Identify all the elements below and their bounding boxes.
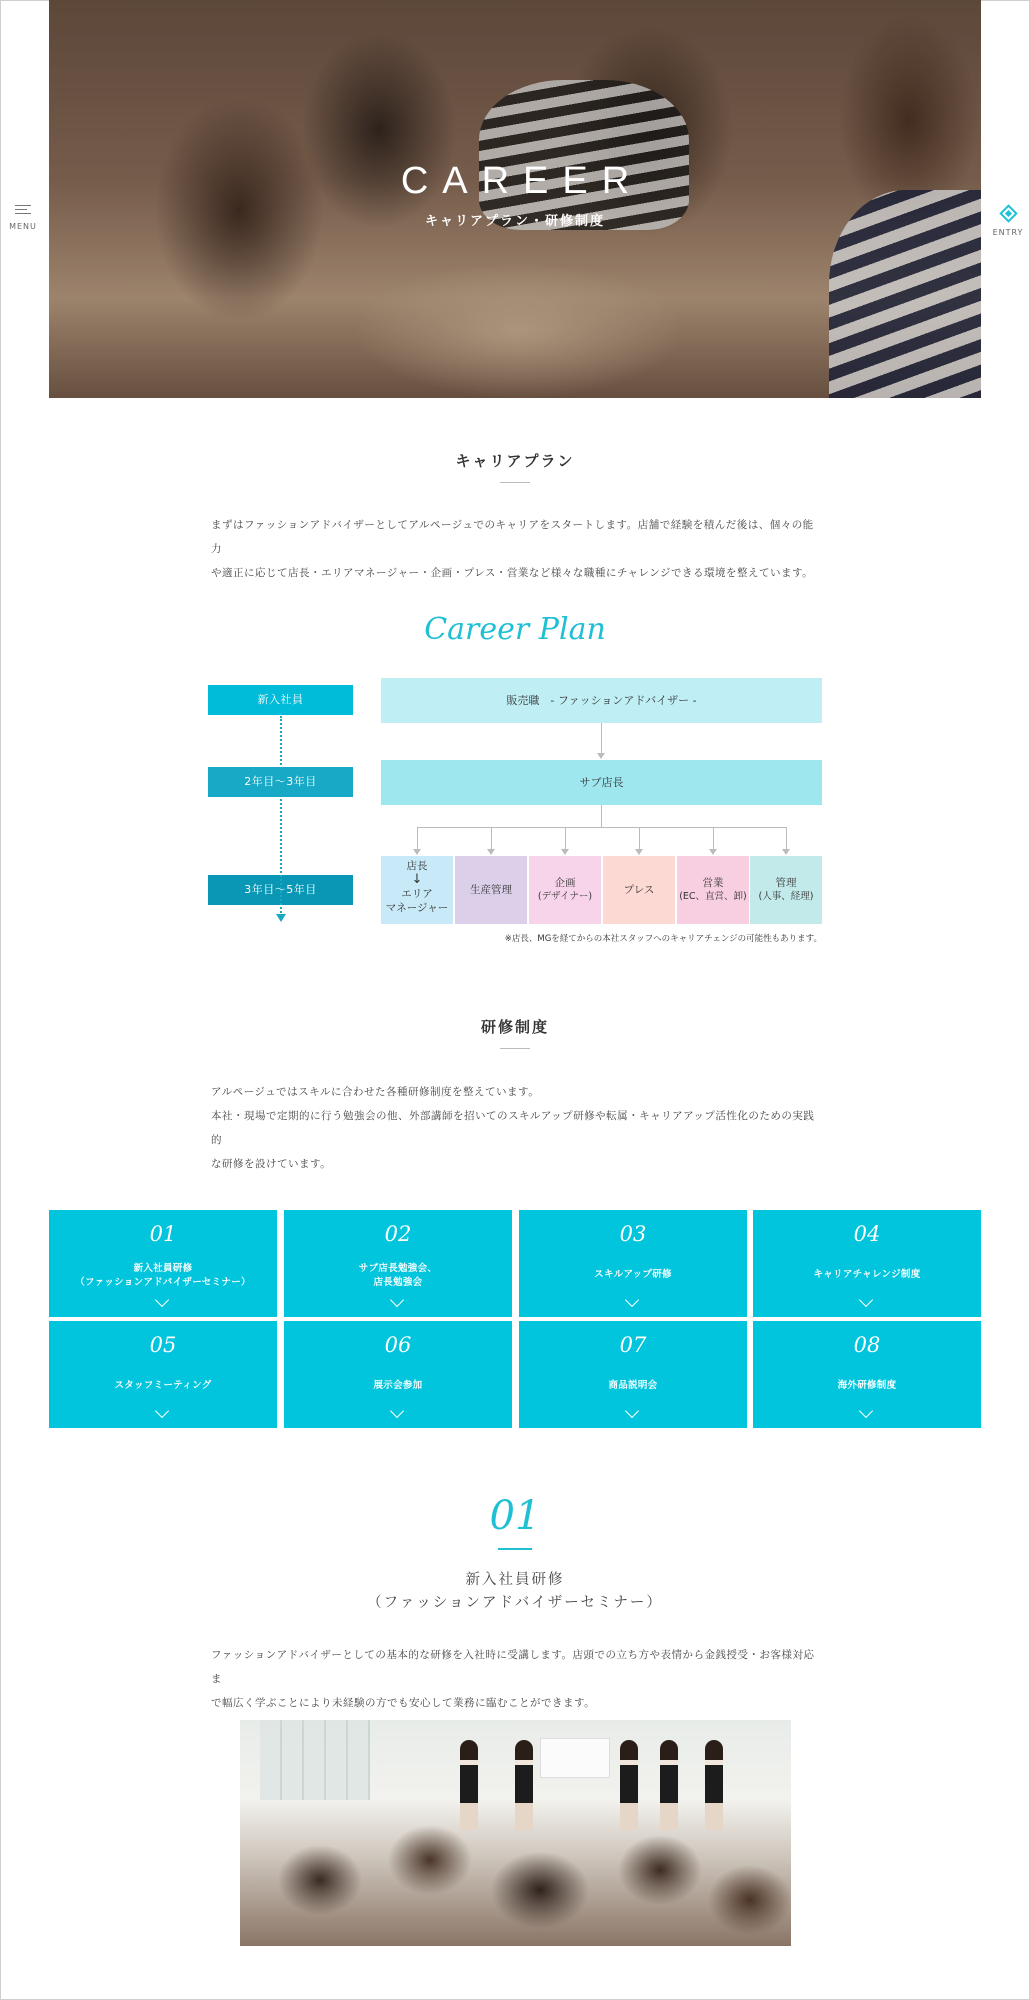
dept-planning (529, 856, 601, 924)
connector-line (491, 827, 492, 849)
tile-title: スタッフミーティング (114, 1380, 212, 1391)
training-description (211, 1080, 821, 1176)
training-tile-02[interactable] (284, 1210, 512, 1317)
description-line: まずはファッションアドバイザーとしてアルページュでのキャリアをスタートします。店舗で経験を積んだ後は、個々の能力 (211, 519, 814, 555)
dept-label: 管理 (775, 877, 797, 889)
career-plan-script-title: Career Plan (424, 612, 606, 647)
tile-title-line: （ファッションアドバイザーセミナー） (75, 1277, 251, 1288)
arrow-down-icon (597, 753, 605, 759)
tile-number: 08 (853, 1333, 881, 1357)
dept-store-manager (381, 856, 453, 924)
tile-title-line: 店長勉強会 (373, 1277, 423, 1288)
training-heading: 研修制度 (480, 1018, 549, 1036)
timeline-line (280, 716, 282, 916)
description-line: や適正に応じて店長・エリアマネージャー・企画・プレス・営業など様々な職種にチャレンジできる環境を整えています。 (211, 567, 814, 579)
tile-title-line: サブ店長勉強会、 (358, 1263, 438, 1274)
role-sales: 販売職 - ファッションアドバイザー - (381, 678, 822, 723)
role-sub-manager: サブ店長 (381, 760, 822, 805)
tile-number: 05 (149, 1333, 177, 1357)
arrow-down-icon (782, 849, 790, 855)
page-title: CAREER (400, 160, 644, 202)
arrow-down-icon: ↓ (411, 872, 423, 887)
timeline-arrow-icon (276, 914, 286, 922)
photo-detail (660, 1740, 678, 1830)
description-line: で幅広く学ぶことにより未経験の方でも安心して業務に臨むことができます。 (211, 1697, 596, 1709)
chevron-down-icon (155, 1293, 169, 1307)
detail-number: 01 (489, 1493, 541, 1539)
career-plan-heading: キャリアプラン (455, 452, 575, 470)
tile-title (49, 1262, 277, 1290)
diamond-icon (999, 204, 1017, 222)
dept-press (603, 856, 675, 924)
training-tile-05[interactable] (49, 1321, 277, 1428)
arrow-down-icon (413, 849, 421, 855)
tile-title-line: 新入社員研修 (133, 1263, 193, 1274)
connector-line (417, 827, 787, 828)
photo-detail (515, 1740, 533, 1830)
detail-subtitle: （ファッションアドバイザーセミナー） (367, 1595, 663, 1611)
connector-line (601, 723, 602, 753)
photo-detail (540, 1738, 610, 1778)
chevron-down-icon (859, 1404, 873, 1418)
connector-line (713, 827, 714, 849)
dept-label: マネージャー (385, 902, 449, 914)
career-note: ※店長、MGを経てからの本社スタッフへのキャリアチェンジの可能性もあります。 (504, 934, 822, 944)
tile-title (284, 1262, 512, 1290)
dept-label: プレス (623, 884, 655, 896)
chevron-down-icon (625, 1404, 639, 1418)
training-tile-06[interactable] (284, 1321, 512, 1428)
connector-line (565, 827, 566, 849)
arrow-down-icon (635, 849, 643, 855)
dept-sublabel: (人事、経理) (758, 891, 814, 902)
detail-divider (498, 1548, 532, 1550)
chevron-down-icon (625, 1293, 639, 1307)
tile-number: 04 (853, 1222, 881, 1246)
dept-label: 企画 (554, 877, 576, 889)
seminar-photo (240, 1720, 791, 1946)
hero-image (49, 0, 981, 398)
tile-number: 07 (619, 1333, 647, 1357)
heading-divider (500, 482, 530, 483)
dept-sublabel: (デザイナー) (537, 891, 593, 902)
detail-description (211, 1643, 821, 1715)
training-tile-08[interactable] (753, 1321, 981, 1428)
connector-line (639, 827, 640, 849)
dept-production (455, 856, 527, 924)
year-label-3-5: 3年目〜5年目 (208, 875, 353, 905)
tile-title: 展示会参加 (373, 1380, 423, 1391)
description-line: 本社・現場で定期的に行う勉強会の他、外部講師を招いてのスキルアップ研修や転属・キャリアアップ活性化のための実践的 (211, 1110, 815, 1146)
arrow-down-icon (487, 849, 495, 855)
heading-divider (500, 1048, 530, 1049)
entry-button[interactable] (988, 205, 1028, 237)
menu-button[interactable] (6, 205, 40, 231)
description-line: ファッションアドバイザーとしての基本的な研修を入社時に受講します。店頭での立ち方や表情から金銭授受・お客様対応ま (211, 1649, 815, 1685)
page-subtitle: キャリアプラン・研修制度 (424, 214, 605, 229)
arrow-down-icon (709, 849, 717, 855)
chevron-down-icon (390, 1293, 404, 1307)
chevron-down-icon (390, 1404, 404, 1418)
entry-label: ENTRY (992, 228, 1024, 237)
chevron-down-icon (859, 1293, 873, 1307)
tile-number: 06 (384, 1333, 412, 1357)
career-plan-description (211, 513, 821, 585)
tile-title: 海外研修制度 (837, 1380, 897, 1391)
chevron-down-icon (155, 1404, 169, 1418)
arrow-down-icon (561, 849, 569, 855)
connector-line (786, 827, 787, 849)
connector-line (417, 827, 418, 849)
description-line: アルページュではスキルに合わせた各種研修制度を整えています。 (211, 1086, 540, 1098)
training-tile-07[interactable] (519, 1321, 747, 1428)
photo-detail (460, 1740, 478, 1830)
tile-number: 02 (384, 1222, 412, 1246)
dept-label: 店長 (406, 860, 428, 872)
hamburger-icon (15, 205, 31, 214)
year-label-new: 新入社員 (208, 685, 353, 715)
training-tile-03[interactable] (519, 1210, 747, 1317)
detail-title: 新入社員研修 (465, 1572, 565, 1588)
tile-number: 03 (619, 1222, 647, 1246)
tile-number: 01 (149, 1222, 177, 1246)
description-line: な研修を設けています。 (211, 1158, 332, 1170)
tile-title: スキルアップ研修 (594, 1269, 672, 1280)
training-tile-04[interactable] (753, 1210, 981, 1317)
connector-line (601, 805, 602, 827)
dept-management (750, 856, 822, 924)
photo-detail (620, 1740, 638, 1830)
photo-detail (260, 1720, 370, 1800)
dept-label: 生産管理 (470, 884, 512, 896)
year-label-2-3: 2年目〜3年目 (208, 767, 353, 797)
dept-sublabel: (EC、直営、卸) (679, 891, 747, 902)
photo-detail (705, 1740, 723, 1830)
tile-title: 商品説明会 (608, 1380, 658, 1391)
dept-label: エリア (401, 888, 433, 900)
dept-label: 営業 (702, 877, 724, 889)
training-tile-01[interactable] (49, 1210, 277, 1317)
dept-sales (677, 856, 749, 924)
tile-title: キャリアチャレンジ制度 (813, 1269, 921, 1280)
menu-label: MENU (9, 222, 37, 231)
